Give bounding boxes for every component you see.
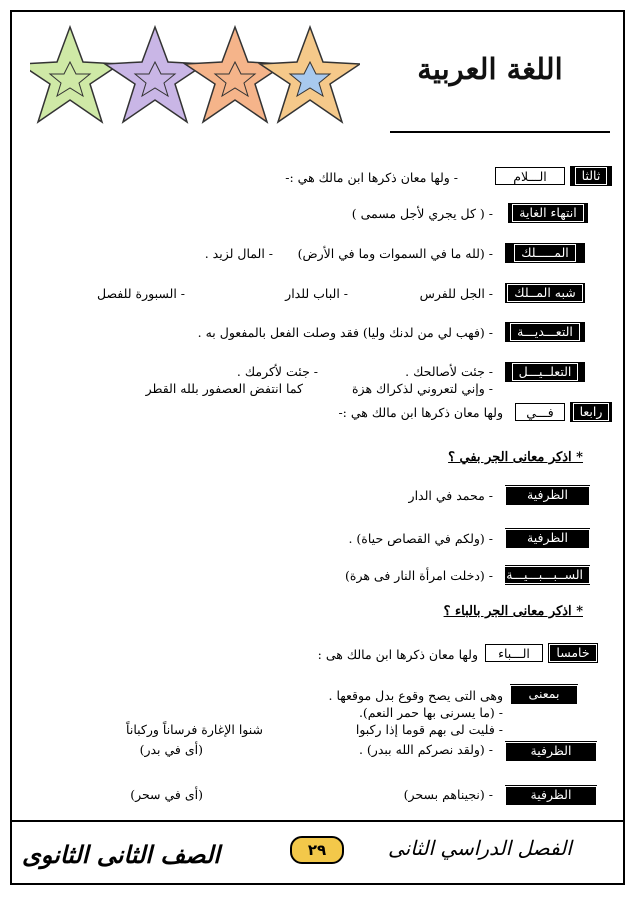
star-icon bbox=[260, 27, 360, 122]
text-ba: ولها معان ذكرها ابن مالك هى : bbox=[317, 647, 478, 662]
star-icon bbox=[185, 27, 285, 122]
word-lam: الـــلام bbox=[495, 167, 565, 185]
label-milk: المـــــلك bbox=[505, 243, 585, 263]
text-lam: - ولها معان ذكرها ابن مالك هي :- bbox=[285, 170, 458, 185]
text-sababiya: - (دخلت امرأة النار فى هرة) bbox=[345, 568, 493, 583]
text-tadiya: - (فهب لي من لدنك وليا) فقد وصلت الفعل بالمفعول به . bbox=[197, 325, 493, 340]
label-shibh-milk: شبه المــلك bbox=[505, 283, 585, 303]
star-icon bbox=[30, 27, 120, 122]
footer-grade: الصف الثانى الثانوى bbox=[22, 840, 220, 869]
label-khamisan: خامسا bbox=[548, 643, 598, 663]
page-number: ٢٩ bbox=[290, 836, 344, 864]
text-talil-1b: - جئت لأكرمك . bbox=[236, 364, 318, 379]
text-zarfiya-majaz: - (ولكم في القصاص حياة) . bbox=[348, 531, 493, 546]
text-fi: ولها معان ذكرها ابن مالك هي :- bbox=[338, 405, 503, 420]
text-zamaniya-1: - (نجيناهم بسحر) bbox=[403, 787, 493, 802]
text-badal-3b: شنوا الإغارة فرساناً وركباناً bbox=[126, 722, 263, 737]
label-zamaniya: الظرفية الزمانية bbox=[505, 785, 597, 805]
text-shibh-2: - الباب للدار bbox=[285, 286, 348, 301]
label-thalithan: ثالثا bbox=[570, 166, 612, 186]
text-zarfiya-haqiqa: - محمد في الدار bbox=[408, 488, 493, 503]
word-fi: فـــي bbox=[515, 403, 565, 421]
text-talil-1a: - جئت لأصالحك . bbox=[405, 364, 493, 379]
stars-decoration bbox=[30, 22, 360, 132]
label-intiha-ghaya: انتهاء الغاية bbox=[508, 203, 588, 223]
page-title: اللغة العربية bbox=[417, 52, 563, 86]
star-icon bbox=[105, 27, 205, 122]
footer-divider bbox=[10, 820, 625, 822]
label-talil: التعلــيـــل bbox=[505, 362, 585, 382]
question-fi: * اذكر معانى الجر بفي ؟ bbox=[448, 450, 583, 465]
question-ba: * اذكر معانى الجر بالباء ؟ bbox=[443, 604, 583, 619]
label-zarfiya-haqiqa: الظرفية حقيقة bbox=[505, 485, 590, 505]
word-ba: الـــباء bbox=[485, 644, 543, 662]
text-shibh-3: - السبورة للفصل bbox=[97, 286, 185, 301]
label-sababiya: الســبـــبـــيـــة bbox=[505, 565, 590, 585]
text-badal-1: وهى التى يصح وقوع بدل موقعها . bbox=[328, 688, 503, 703]
text-makaniya-1: - (ولقد نصركم الله ببدر) . bbox=[358, 742, 493, 757]
text-zamaniya-2: (أى في سحر) bbox=[130, 787, 203, 802]
text-makaniya-2: (أى في بدر) bbox=[139, 742, 203, 757]
text-milk-2: - المال لزيد . bbox=[204, 246, 273, 261]
label-zarfiya-majaz: الظرفية مجازا bbox=[505, 528, 590, 548]
footer-term: الفصل الدراسي الثانى bbox=[388, 836, 572, 860]
label-makaniya: الظرفية المكانية bbox=[505, 741, 597, 761]
text-badal-2: - (ما يسرنى بها حمر النعم). bbox=[358, 705, 503, 720]
text-milk-1: - (لله ما في السموات وما في الأرض) bbox=[297, 246, 493, 261]
text-talil-2a: - وإني لتعروني لذكراك هزة bbox=[352, 381, 493, 396]
label-badal: بمعنى بدل bbox=[510, 684, 578, 704]
text-shibh-1: - الجل للفرس bbox=[419, 286, 493, 301]
label-tadiya: التعـــديـــة bbox=[505, 322, 585, 342]
title-underline bbox=[390, 131, 610, 133]
text-badal-3a: - فليت لى بهم قوما إذا ركبوا bbox=[355, 722, 503, 737]
text-talil-2b: كما انتفض العصفور بلله القطر bbox=[145, 381, 303, 396]
label-rabian: رابعا bbox=[570, 402, 612, 422]
text-intiha: - ( كل يجري لأجل مسمى ) bbox=[351, 206, 493, 221]
